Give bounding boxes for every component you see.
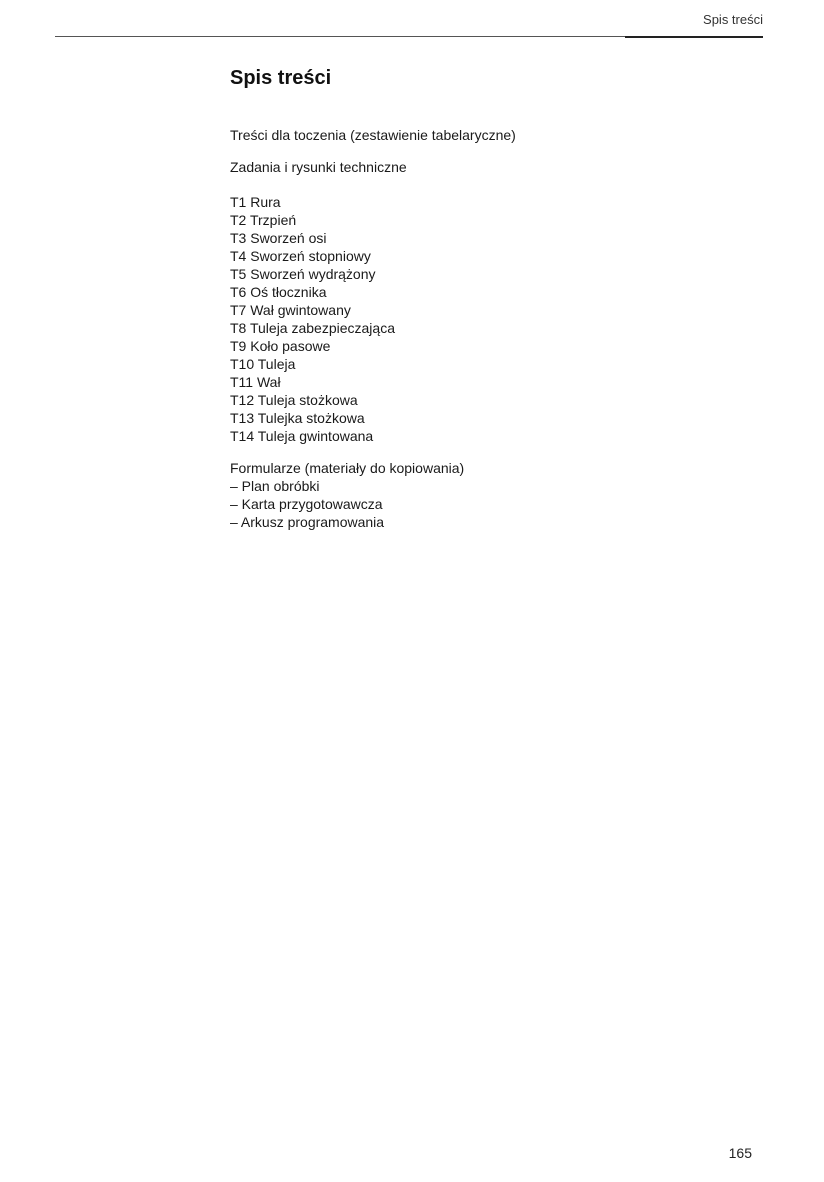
toc-entry-turning-contents: Treści dla toczenia (zestawienie tabelaryczne)	[230, 127, 516, 143]
list-item: – Arkusz programowania	[230, 514, 385, 530]
task-list	[230, 193, 750, 445]
list-item: T12 Tuleja stożkowa	[230, 392, 358, 408]
toc-entry-forms: Formularze (materiały do kopiowania)	[230, 460, 465, 476]
running-header: Spis treści	[703, 12, 763, 27]
list-item: T8 Tuleja zabezpieczająca	[230, 320, 395, 336]
page-number: 165	[728, 1145, 752, 1161]
list-item: T5 Sworzeń wydrążony	[230, 266, 376, 282]
list-item: T4 Sworzeń stopniowy	[230, 248, 371, 264]
header-rule-accent	[625, 36, 763, 38]
toc-entry-tasks-drawings: Zadania i rysunki techniczne	[230, 159, 407, 175]
list-item: T2 Trzpień	[230, 212, 297, 228]
list-item: T9 Koło pasowe	[230, 338, 331, 354]
list-item: T13 Tulejka stożkowa	[230, 410, 365, 426]
table-of-contents	[230, 64, 750, 531]
list-item: T1 Rura	[230, 194, 281, 210]
list-item: T10 Tuleja	[230, 356, 296, 372]
list-item: T6 Oś tłocznika	[230, 284, 327, 300]
forms-list	[230, 477, 750, 531]
list-item: T7 Wał gwintowany	[230, 302, 351, 318]
page-title: Spis treści	[230, 67, 332, 89]
list-item: – Plan obróbki	[230, 478, 320, 494]
list-item: T3 Sworzeń osi	[230, 230, 327, 246]
list-item: – Karta przygotowawcza	[230, 496, 383, 512]
list-item: T11 Wał	[230, 374, 281, 390]
list-item: T14 Tuleja gwintowana	[230, 428, 374, 444]
